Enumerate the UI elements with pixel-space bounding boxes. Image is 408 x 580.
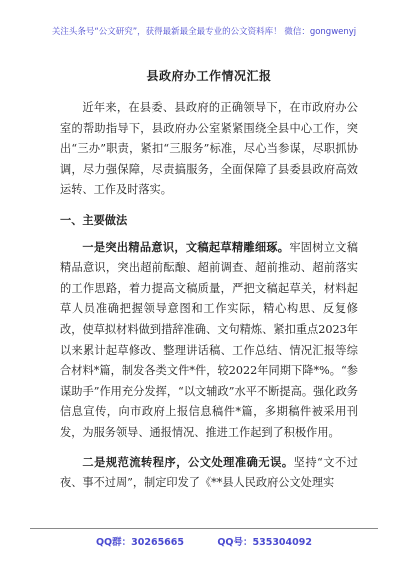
- item2-body: 坚持“文不过夜、事不过周”，制定印发了《**县人民政府公文处理实: [60, 455, 358, 490]
- footer-divider: [30, 528, 378, 529]
- footer-contact: [0, 534, 408, 548]
- item2-paragraph: [60, 452, 358, 494]
- intro-paragraph: 近年来，在县委、县政府的正确领导下，在市政府办公室的帮助指导下，县政府办公室紧紧围绕全县中心工作，突出“三办”职责，紧扣“三服务”标准，尽心当参谋，尽职抓协调，尽力强保障，尽责搞服务，全面保障了县委县政府高效运转、工作及时落实。: [60, 101, 358, 197]
- item1-lead: 一是突出精品意识，文稿起草精雕细琢。: [82, 239, 290, 254]
- item2-lead: 二是规范流转程序，公文处理准确无误。: [82, 454, 294, 469]
- header-banner: 关注头条号“公文研究”，获得最新最全最专业的公文资料库！ 微信：gongwenyj: [51, 27, 357, 37]
- document-title: 县政府办工作情况汇报: [146, 69, 272, 83]
- footer-qq-number: QQ号：535304092: [217, 537, 312, 548]
- item1-body: 牢固树立文稿精品意识，突出超前酝酿、超前调查、超前推动、超前落实的工作思路，着力提高文稿质量，严把文稿起草关，材料起草人员准确把握领导意图和工作实际，精心构思、反复修改，使草拟材料做到措辞准确、文句精炼、紧扣重点2023年以来累计起草修改、整理讲话稿、工作总结、情况汇报等综合材料*篇，制发各类文件*件，较2022年同期下降*%。“参谋助手”作用充分发挥，“以文辅政”水平不断提高。强化政务信息宣传，向市政府上报信息稿件*篇，多期稿件被采用刊发，为服务领导、通报情况、推进工作起到了积极作用。: [60, 240, 358, 439]
- section-heading: 一、主要做法: [60, 212, 128, 227]
- item1-paragraph: [60, 237, 358, 444]
- footer-qq-group: QQ群：30265665: [95, 537, 185, 548]
- document-page: [60, 58, 358, 494]
